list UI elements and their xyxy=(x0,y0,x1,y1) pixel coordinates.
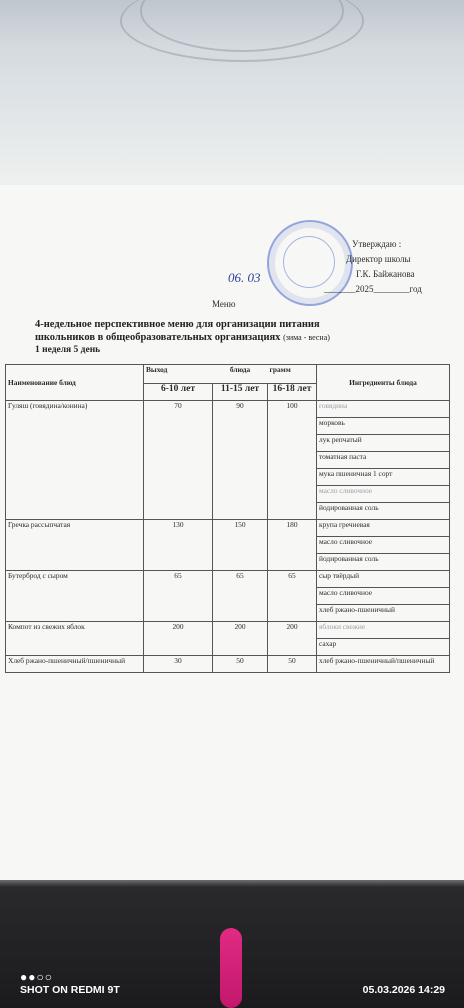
approval-line: Директор школы xyxy=(346,254,411,264)
portion-11-15-cell: 200 xyxy=(213,622,268,656)
portion-11-15-cell: 65 xyxy=(213,571,268,622)
ingredient-cell: лук репчатый xyxy=(317,435,450,452)
header-age-16-18: 16-18 лет xyxy=(268,384,317,401)
ingredient-cell: сыр твёрдый xyxy=(317,571,450,588)
dish-name-cell: Гречка рассыпчатая xyxy=(6,520,144,571)
dish-name-cell: Хлеб ржано-пшеничный/пшеничный xyxy=(6,656,144,673)
dish-name-cell: Компот из свежих яблок xyxy=(6,622,144,656)
menu-heading: Меню xyxy=(212,299,236,309)
photo-datetime: 05.03.2026 14:29 xyxy=(362,984,445,996)
portion-16-18-cell: 180 xyxy=(268,520,317,571)
header-age-11-15: 11-15 лет xyxy=(213,384,268,401)
table-row xyxy=(6,622,450,639)
header-output: Выход xyxy=(144,365,213,384)
ingredient-cell: говядина xyxy=(317,401,450,418)
portion-6-10-cell: 65 xyxy=(144,571,213,622)
season-label: (зима - весна) xyxy=(283,333,330,342)
ingredient-cell: масло сливочное xyxy=(317,588,450,605)
signature-date: 06. 03 xyxy=(228,270,261,285)
ingredient-cell: томатная паста xyxy=(317,452,450,469)
title-line: 4-недельное перспективное меню для организации питания xyxy=(35,319,320,330)
ingredient-cell: масло сливочное xyxy=(317,537,450,554)
header-gram: грамм xyxy=(268,365,317,384)
ingredient-cell: морковь xyxy=(317,418,450,435)
header-ingredients: Ингредиенты блюда xyxy=(317,365,450,401)
approval-line: Г.К. Байжанова xyxy=(356,269,415,279)
portion-11-15-cell: 90 xyxy=(213,401,268,520)
table-row xyxy=(6,401,450,418)
document-title xyxy=(35,318,435,344)
portion-16-18-cell: 100 xyxy=(268,401,317,520)
table-row xyxy=(6,656,450,673)
ingredient-cell: крупа гречневая xyxy=(317,520,450,537)
ingredient-cell: хлеб ржано-пшеничный/пшеничный xyxy=(317,656,450,673)
header-dish-word: блюда xyxy=(213,365,268,384)
week-day-label: 1 неделя 5 день xyxy=(35,345,101,355)
portion-6-10-cell: 130 xyxy=(144,520,213,571)
ingredient-cell: сахар xyxy=(317,639,450,656)
table-row xyxy=(6,571,450,588)
approval-line: Утверждаю : xyxy=(352,239,402,249)
brand-dots-icon: ●●○○ xyxy=(20,970,53,984)
ingredient-cell: хлеб ржано-пшеничный xyxy=(317,605,450,622)
portion-11-15-cell: 50 xyxy=(213,656,268,673)
ingredient-cell: мука пшеничная 1 сорт xyxy=(317,469,450,486)
portion-6-10-cell: 200 xyxy=(144,622,213,656)
header-dish: Наименование блюд xyxy=(6,365,144,401)
dish-name-cell: Бутерброд с сыром xyxy=(6,571,144,622)
ingredient-cell: йодированная соль xyxy=(317,554,450,571)
ingredient-cell: яблоки свежие xyxy=(317,622,450,639)
portion-16-18-cell: 200 xyxy=(268,622,317,656)
portion-16-18-cell: 50 xyxy=(268,656,317,673)
title-line: школьников в общеобразовательных организациях xyxy=(35,332,284,343)
approval-line: _______2025________год xyxy=(324,284,422,294)
portion-11-15-cell: 150 xyxy=(213,520,268,571)
ingredient-cell: йодированная соль xyxy=(317,503,450,520)
approval-block xyxy=(316,237,456,297)
portion-6-10-cell: 70 xyxy=(144,401,213,520)
ingredient-cell: масло сливочное xyxy=(317,486,450,503)
portion-16-18-cell: 65 xyxy=(268,571,317,622)
header-age-6-10: 6-10 лет xyxy=(144,384,213,401)
camera-brand: SHOT ON REDMI 9T xyxy=(20,984,120,996)
camera-watermark xyxy=(0,970,464,1000)
portion-6-10-cell: 30 xyxy=(144,656,213,673)
menu-table xyxy=(5,364,450,673)
dish-name-cell: Гуляш (говядина/конина) xyxy=(6,401,144,520)
table-row xyxy=(6,520,450,537)
